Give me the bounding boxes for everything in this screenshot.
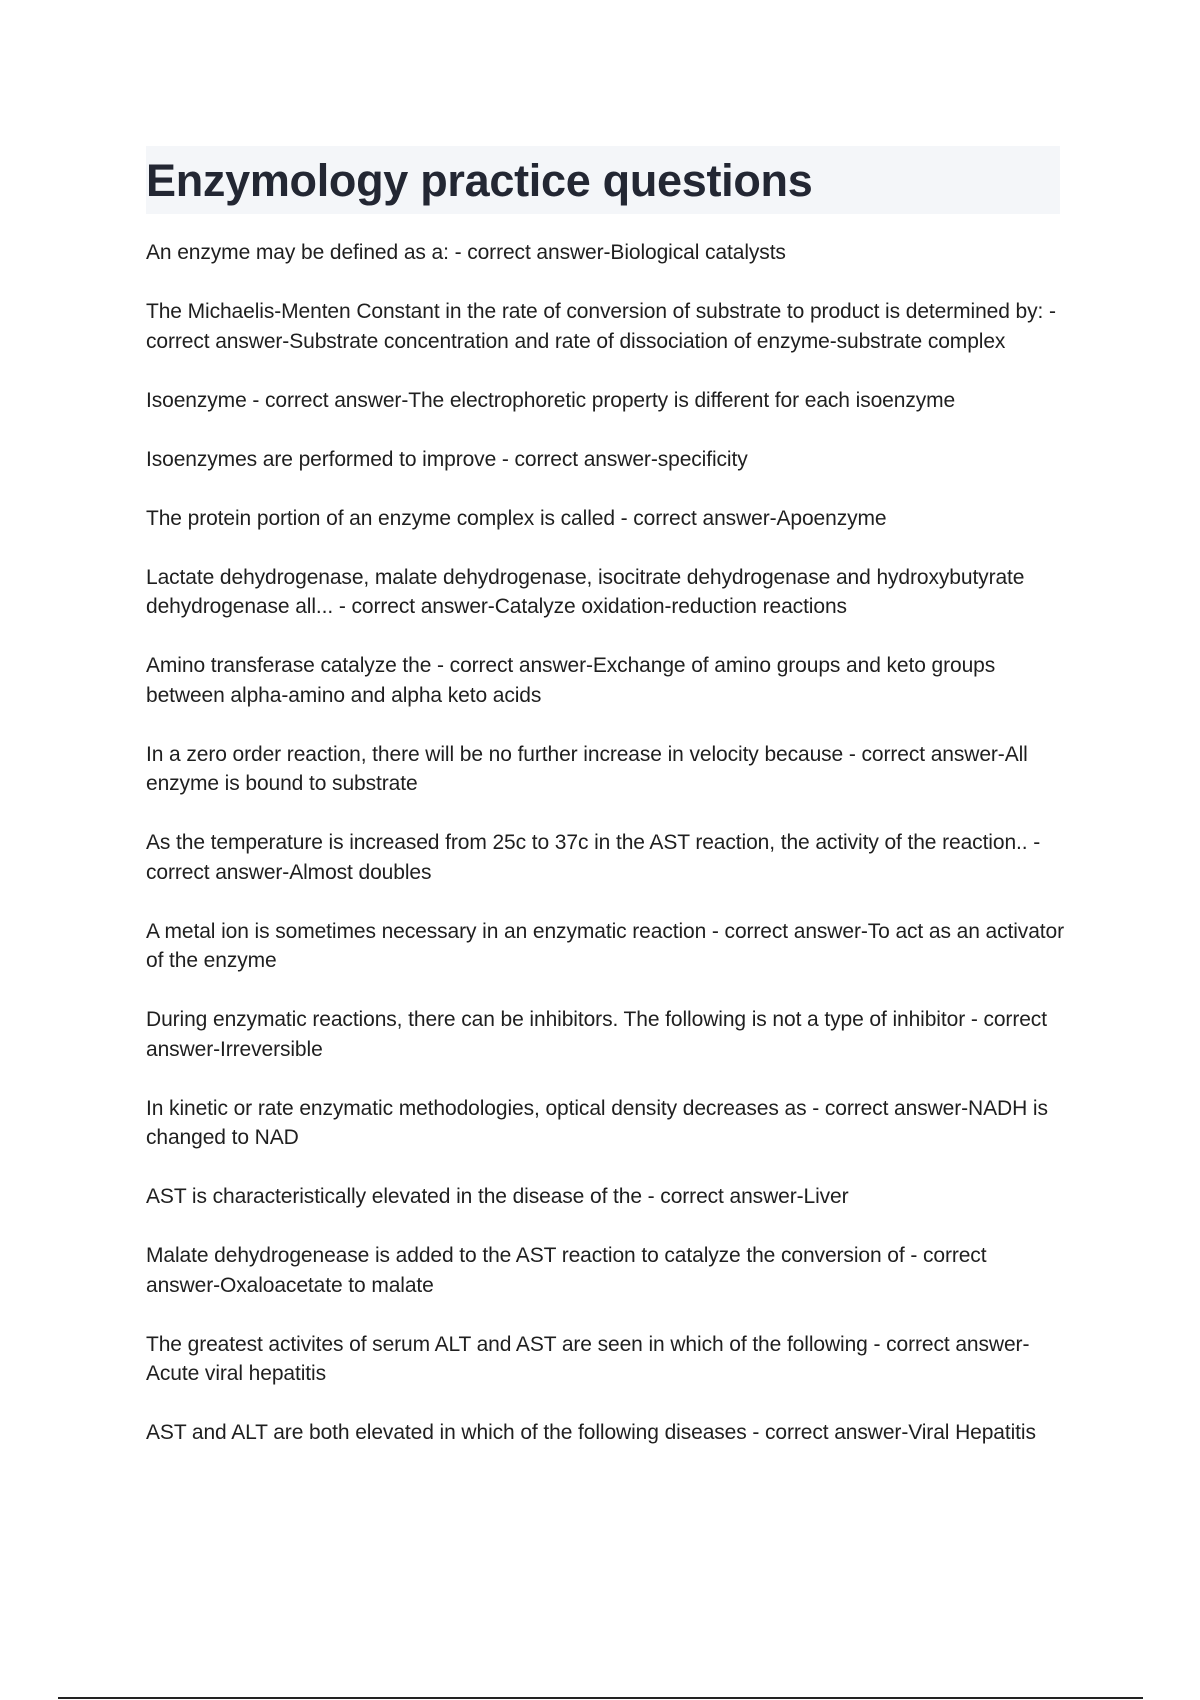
list-item: The protein portion of an enzyme complex is called - correct answer-Apoenzyme — [146, 506, 887, 530]
list-item: In kinetic or rate enzymatic methodologies, optical density decreases as - correct answer-NADH is changed to NAD — [146, 1096, 1048, 1149]
list-item: AST is characteristically elevated in the disease of the - correct answer-Liver — [146, 1185, 849, 1208]
title-banner — [146, 146, 1060, 214]
list-item: As the temperature is increased from 25c to 37c in the AST reaction, the activity of the reaction.. - correct answer-Almost doubles — [146, 831, 1041, 884]
list-item: The greatest activites of serum ALT and AST are seen in which of the following - correct answer-Acute viral hepatitis — [146, 1332, 1030, 1385]
list-item: A metal ion is sometimes necessary in an enzymatic reaction - correct answer-To act as an activator of the enzyme — [146, 919, 1064, 972]
question-answer-list — [146, 238, 1066, 1477]
page-title: Enzymology practice questions — [146, 154, 813, 206]
list-item: Isoenzymes are performed to improve - correct answer-specificity — [146, 447, 748, 471]
list-item: During enzymatic reactions, there can be inhibitors. The following is not a type of inhibitor - correct answer-Irreversible — [146, 1008, 1047, 1061]
footer-divider — [58, 1697, 1143, 1699]
list-item: The Michaelis-Menten Constant in the rate of conversion of substrate to product is determined by: - correct answer-Substrate concentration and rate of dissociation of enzyme-substrate complex — [146, 300, 1056, 353]
list-item: In a zero order reaction, there will be no further increase in velocity because - correct answer-All enzyme is bound to substrate — [146, 742, 1028, 795]
list-item: An enzyme may be defined as a: - correct answer-Biological catalysts — [146, 241, 786, 264]
list-item: Malate dehydrogenease is added to the AST reaction to catalyze the conversion of - correct answer-Oxaloacetate to malate — [146, 1244, 987, 1297]
list-item: AST and ALT are both elevated in which of the following diseases - correct answer-Viral Hepatitis — [146, 1421, 1036, 1444]
list-item: Amino transferase catalyze the - correct answer-Exchange of amino groups and keto groups between alpha-amino and alpha keto acids — [146, 654, 996, 707]
list-item: Lactate dehydrogenase, malate dehydrogenase, isocitrate dehydrogenase and hydroxybutyrate dehydrogenase all... - correct answer-Catalyze oxidation-reduction reactions — [146, 565, 1025, 618]
list-item: Isoenzyme - correct answer-The electrophoretic property is different for each isoenzyme — [146, 388, 956, 412]
